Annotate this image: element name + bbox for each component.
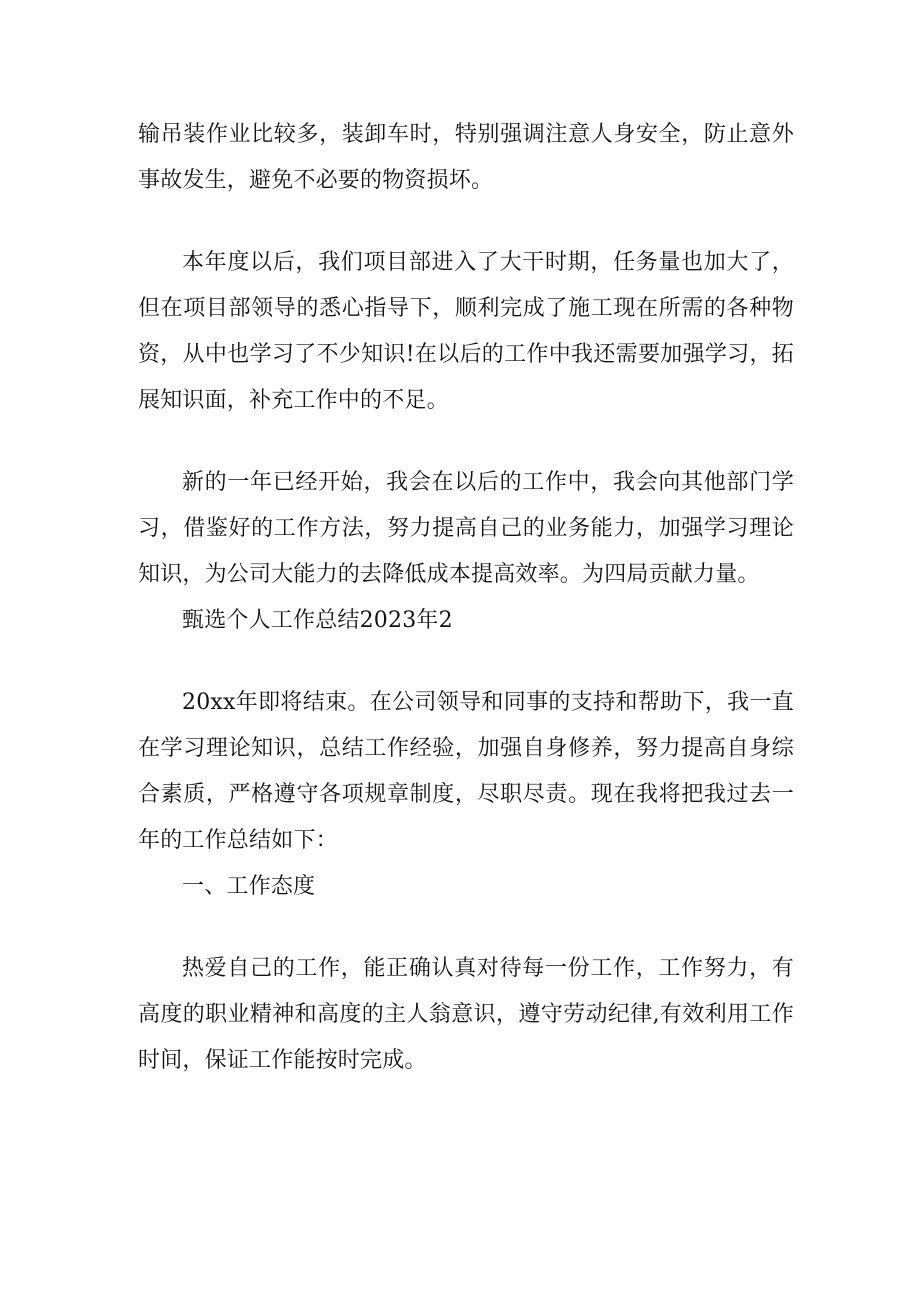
document-body xyxy=(138,112,794,1084)
paragraph-project-department: 本年度以后，我们项目部进入了大干时期，任务量也加大了，但在项目部领导的悉心指导下，顺利完成了施工现在所需的各种物资，从中也学习了不少知识!在以后的工作中我还需要加强学习，拓展知识面，补充工作中的不足。 xyxy=(138,250,794,413)
paragraph-continuation: 输吊装作业比较多，装卸车时，特别强调注意人身安全，防止意外事故发生，避免不必要的物资损坏。 xyxy=(138,122,794,193)
paragraph-work-attitude: 热爱自己的工作，能正确认真对待每一份工作，工作努力，有高度的职业精神和高度的主人翁意识，遵守劳动纪律,有效利用工作时间，保证工作能按时完成。 xyxy=(138,956,794,1073)
paragraph-new-year: 新的一年已经开始，我会在以后的工作中，我会向其他部门学习，借鉴好的工作方法，努力提高自己的业务能力，加强学习理论知识，为公司大能力的去降低成本提高效率。为四局贡献力量。 xyxy=(138,470,794,587)
paragraph-year-summary: 20xx年即将结束。在公司领导和同事的支持和帮助下，我一直在学习理论知识，总结工作经验，加强自身修养，努力提高自身综合素质，严格遵守各项规章制度，尽职尽责。现在我将把我过去一年的工作总结如下： xyxy=(138,690,794,853)
section-title: 甄选个人工作总结2023年2 xyxy=(182,608,453,633)
subheading-work-attitude: 一、工作态度 xyxy=(182,874,316,899)
